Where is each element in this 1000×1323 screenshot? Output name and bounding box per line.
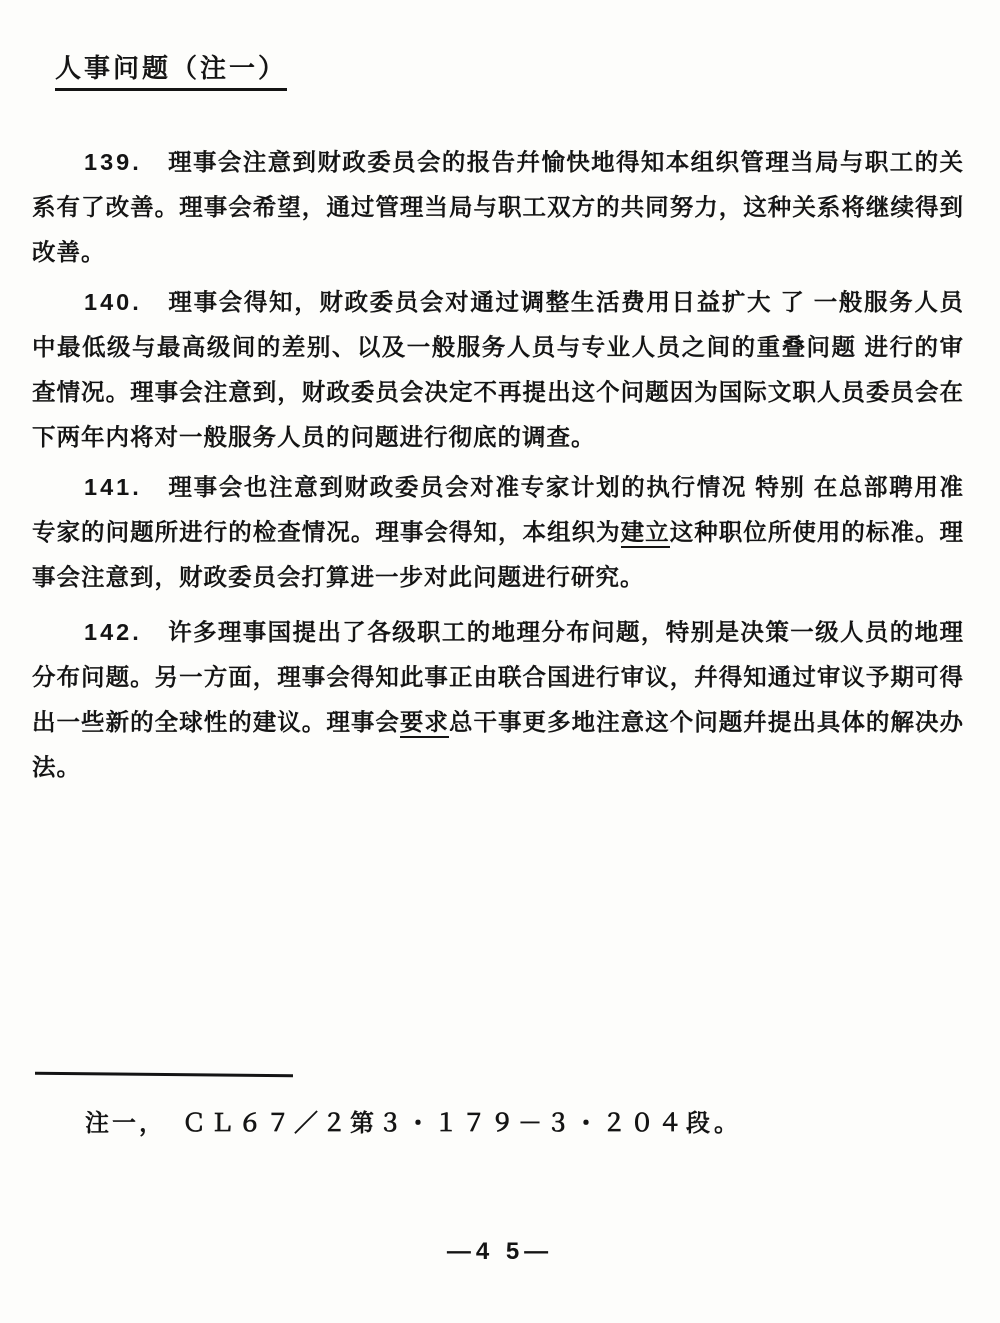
paragraph-text: 许多理事国提出了各级职工的地理分布问题，特别是决策一级人员的地理分布问题。另一方面，理事会得知此事正由联合国进行审议，幷得知通过审议予期可得出一些新的全球性的建议。理事会 bbox=[32, 619, 964, 735]
page-title: 人事问题（注一） bbox=[55, 48, 287, 91]
footnote bbox=[85, 1103, 742, 1138]
paragraph-139 bbox=[32, 140, 964, 275]
paragraph-number: 139. bbox=[84, 149, 142, 175]
footnote-divider bbox=[35, 1072, 293, 1077]
paragraph-142 bbox=[32, 610, 964, 790]
paragraph-text: 理事会注意到财政委员会的报告幷愉快地得知本组织管理当局与职工的关系有了改善。理事会希望，通过管理当局与职工双方的共同努力，这种关系将继续得到改善。 bbox=[32, 149, 964, 265]
underlined-term: 建立 bbox=[621, 519, 670, 548]
paragraph-text: 理事会也注意到财政委员会对准专家计划的执行情况 特别 在总部聘用准专家的问题所进行的检查情况。理事会得知，本组织为 bbox=[32, 474, 964, 545]
paragraph-141 bbox=[32, 465, 964, 600]
footnote-text: ＣＬ６７／２第３・１７９－３・２０４段。 bbox=[182, 1110, 742, 1137]
paragraph-number: 142. bbox=[84, 619, 142, 645]
paragraph-140 bbox=[32, 280, 964, 460]
footnote-label: 注一， bbox=[85, 1110, 166, 1137]
paragraph-number: 141. bbox=[84, 474, 142, 500]
paragraph-text: 总干事更多地注意这个问题幷提出具体的解决办法。 bbox=[32, 709, 965, 780]
paragraph-text: 这种职位所使用的标准。理事会注意到，财政委员会打算进一步对此问题进行研究。 bbox=[32, 519, 965, 590]
paragraph-number: 140. bbox=[84, 289, 142, 315]
underlined-term: 要求 bbox=[400, 709, 449, 738]
paragraph-text: 理事会得知，财政委员会对通过调整生活费用日益扩大 了 一般服务人员中最低级与最高级间的差别、以及一般服务人员与专业人员之间的重叠问题 进行的审查情况。理事会注意到，财政委员会决定不再提出这个问题因为国际文职人员委员会在下两年内将对一般服务人员的问题进行彻底的调查。 bbox=[32, 289, 964, 450]
page-number: —4 5— bbox=[446, 1238, 554, 1265]
document-body bbox=[32, 140, 964, 795]
